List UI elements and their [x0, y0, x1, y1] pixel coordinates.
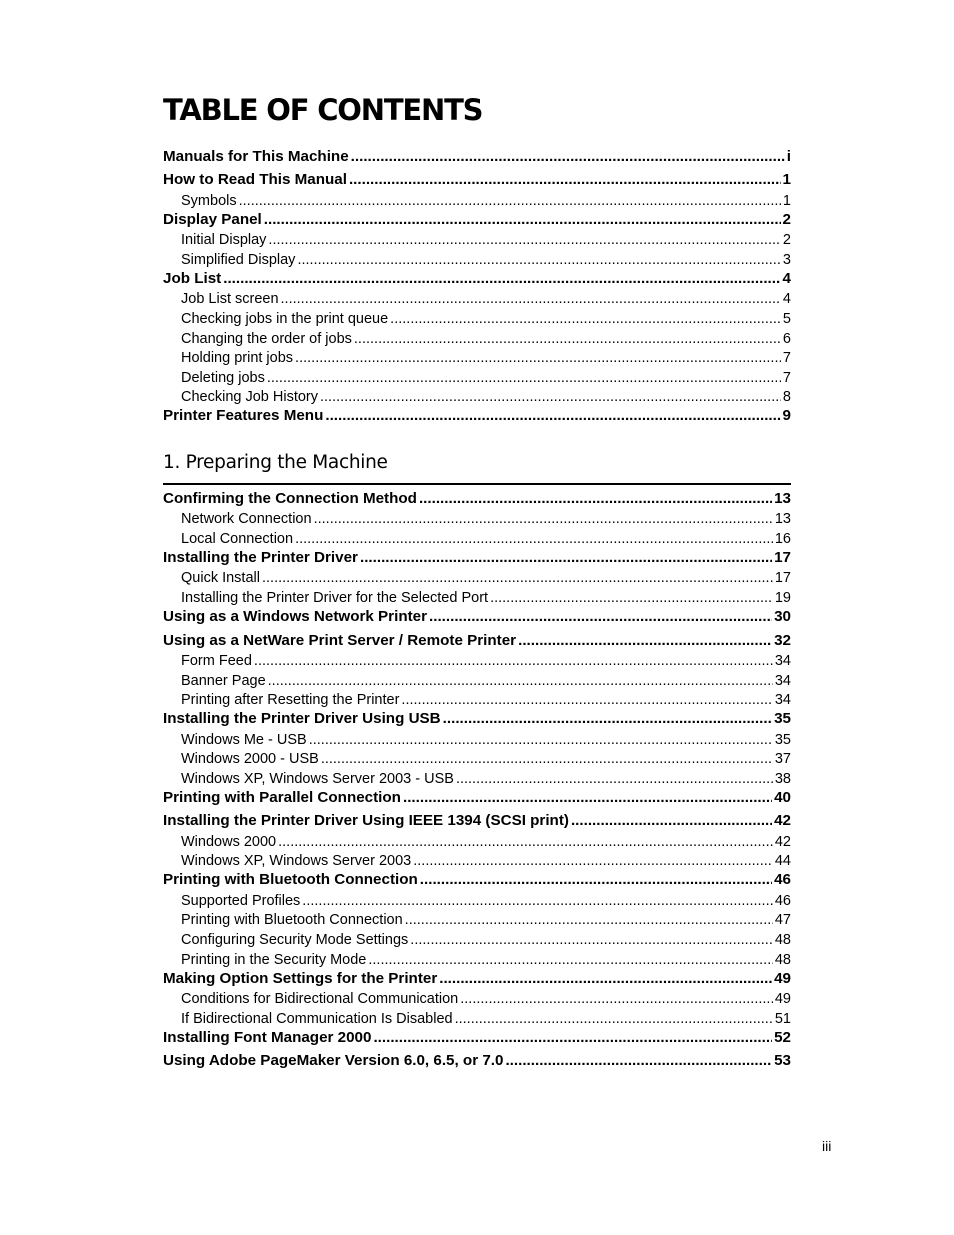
- toc-entry-label: Form Feed: [181, 652, 252, 669]
- toc-subentry[interactable]: [163, 569, 791, 589]
- toc-subentry[interactable]: [163, 892, 791, 912]
- toc-entry-page: 35: [774, 710, 791, 728]
- toc-entry-page: 49: [774, 969, 791, 987]
- dot-leader: [419, 487, 772, 510]
- toc-entry-page: 38: [774, 770, 791, 787]
- toc-entry-label: Deleting jobs: [181, 369, 265, 386]
- toc-entry-page: 16: [774, 530, 791, 547]
- toc-entry-label: Changing the order of jobs: [181, 330, 352, 347]
- toc-subentry[interactable]: [163, 330, 791, 350]
- toc-entry-label: Quick Install: [181, 570, 260, 587]
- toc-entry-page: 9: [782, 407, 791, 425]
- toc-entry-label: Using Adobe PageMaker Version 6.0, 6.5, or 7.0: [163, 1052, 504, 1070]
- toc-subentry[interactable]: [163, 833, 791, 853]
- dot-leader: [321, 750, 773, 770]
- toc-entry-label: Installing the Printer Driver for the Selected Port: [181, 590, 489, 607]
- toc-entry-page: 40: [774, 788, 791, 806]
- toc-entry-label: Installing the Printer Driver Using USB: [163, 710, 441, 728]
- toc-entry-page: 3: [782, 251, 791, 268]
- dot-leader: [349, 168, 781, 191]
- dot-leader: [262, 569, 773, 589]
- toc-entry[interactable]: [163, 267, 791, 290]
- dot-leader: [420, 868, 772, 891]
- toc-entry-label: Display Panel: [163, 210, 262, 228]
- toc-entry[interactable]: [163, 605, 791, 628]
- toc-entry-label: Supported Profiles: [181, 892, 301, 909]
- toc-entry-label: How to Read This Manual: [163, 171, 347, 189]
- toc-entry-label: Printing with Bluetooth Connection: [181, 912, 403, 929]
- toc-entry-label: Windows Me - USB: [181, 731, 307, 748]
- dot-leader: [325, 404, 780, 427]
- toc-entry-label: Windows XP, Windows Server 2003: [181, 853, 412, 870]
- dot-leader: [268, 672, 773, 692]
- toc-entry-label: Printing with Parallel Connection: [163, 788, 401, 806]
- toc-entry-page: 13: [774, 511, 791, 528]
- toc-entry-page: 47: [774, 912, 791, 929]
- toc-entry-page: 42: [774, 833, 791, 850]
- toc-subentry[interactable]: [163, 349, 791, 369]
- toc-entry[interactable]: [163, 707, 791, 730]
- toc-entry-label: Windows 2000 - USB: [181, 751, 319, 768]
- toc-entry-page: 1: [782, 192, 791, 209]
- dot-leader: [278, 833, 773, 853]
- toc-entry-label: Printing in the Security Mode: [181, 951, 367, 968]
- toc-entry[interactable]: [163, 208, 791, 231]
- toc-entry-page: 8: [782, 389, 791, 406]
- toc-entry-page: 34: [774, 692, 791, 709]
- dot-leader: [373, 1026, 772, 1049]
- toc-entry-page: 7: [782, 350, 791, 367]
- page-number: iii: [822, 1138, 832, 1154]
- toc-entry-label: Using as a Windows Network Printer: [163, 608, 428, 626]
- toc-entry-label: Checking Job History: [181, 389, 318, 406]
- dot-leader: [405, 911, 773, 931]
- toc-entry[interactable]: [163, 168, 791, 191]
- toc-entry-page: 4: [782, 291, 791, 308]
- toc-entry[interactable]: [163, 967, 791, 990]
- toc-entry-page: 13: [774, 490, 791, 507]
- dot-leader: [302, 892, 773, 912]
- toc-entry-label: Conditions for Bidirectional Communication: [181, 991, 459, 1008]
- toc-subentry[interactable]: [163, 652, 791, 672]
- toc-entry[interactable]: [163, 1026, 791, 1049]
- dot-leader: [360, 546, 772, 569]
- toc-entry-page: 37: [774, 751, 791, 768]
- toc-subentry[interactable]: [163, 369, 791, 389]
- toc-entry-page: 2: [782, 232, 791, 249]
- toc-entry-label: Banner Page: [181, 672, 266, 689]
- toc-entry-label: Installing Font Manager 2000: [163, 1028, 372, 1046]
- toc-entry-label: Using as a NetWare Print Server / Remote Printer: [163, 631, 517, 649]
- toc-entry-label: Installing the Printer Driver Using IEEE 1394 (SCSI print): [163, 812, 569, 830]
- toc-front-list: [163, 145, 791, 428]
- toc-entry[interactable]: [163, 404, 791, 427]
- toc-entry-page: 6: [782, 330, 791, 347]
- dot-leader: [443, 707, 772, 730]
- toc-entry-page: 34: [774, 672, 791, 689]
- toc-entry-page: 1: [782, 171, 791, 189]
- chapter-heading: [163, 449, 791, 485]
- toc-entry-label: Printing with Bluetooth Connection: [163, 871, 418, 889]
- toc-entry-page: 51: [774, 1010, 791, 1027]
- toc-entry-page: 42: [774, 812, 791, 830]
- dot-leader: [410, 931, 773, 951]
- toc-entry-label: Job List screen: [181, 291, 279, 308]
- dot-leader: [439, 967, 772, 990]
- dot-leader: [505, 1049, 772, 1072]
- toc-entry[interactable]: [163, 145, 791, 168]
- toc-entry-page: 32: [774, 631, 791, 649]
- toc-entry-page: 46: [774, 871, 791, 889]
- toc-entry-page: 46: [774, 892, 791, 909]
- dot-leader: [295, 349, 781, 369]
- toc-entry-label: Windows 2000: [181, 833, 277, 850]
- dot-leader: [309, 731, 773, 751]
- toc-entry-label: Job List: [163, 269, 222, 287]
- dot-leader: [351, 145, 785, 168]
- toc-entry-label: Making Option Settings for the Printer: [163, 969, 438, 987]
- toc-entry-page: 44: [774, 853, 791, 870]
- dot-leader: [267, 369, 781, 389]
- toc-entry-page: 48: [774, 931, 791, 948]
- dot-leader: [281, 290, 781, 310]
- toc-entry-page: 5: [782, 310, 791, 327]
- toc-entry[interactable]: [163, 1049, 791, 1072]
- toc-entry-page: 30: [774, 608, 791, 626]
- toc-subentry[interactable]: [163, 672, 791, 692]
- toc-entry[interactable]: [163, 629, 791, 652]
- page-title: TABLE OF CONTENTS: [163, 93, 483, 127]
- toc-entry[interactable]: [163, 868, 791, 891]
- toc-subentry[interactable]: [163, 750, 791, 770]
- toc-entry-label: Windows XP, Windows Server 2003 - USB: [181, 770, 454, 787]
- toc-entry-label: Confirming the Connection Method: [163, 490, 417, 507]
- dot-leader: [254, 652, 773, 672]
- toc-entry[interactable]: [163, 487, 791, 510]
- toc-entry-label: Holding print jobs: [181, 350, 294, 367]
- toc-entry-label: Local Connection: [181, 530, 294, 547]
- toc-entry-page: 2: [782, 210, 791, 228]
- toc-entry-page: 17: [774, 570, 791, 587]
- toc-entry-page: 49: [774, 991, 791, 1008]
- toc-entry-page: 7: [782, 369, 791, 386]
- toc-entry-page: 19: [774, 590, 791, 607]
- dot-leader: [429, 605, 772, 628]
- dot-leader: [314, 510, 773, 530]
- toc-entry-label: Network Connection: [181, 511, 312, 528]
- toc-subentry[interactable]: [163, 931, 791, 951]
- toc-entry-page: 48: [774, 951, 791, 968]
- toc-entry-page: 17: [774, 549, 791, 567]
- dot-leader: [518, 629, 772, 652]
- toc-entry[interactable]: [163, 546, 791, 569]
- toc-entry-label: If Bidirectional Communication Is Disabled: [181, 1010, 453, 1027]
- toc-entry[interactable]: [163, 809, 791, 832]
- dot-leader: [390, 310, 781, 330]
- toc-subentry[interactable]: [163, 290, 791, 310]
- dot-leader: [403, 786, 772, 809]
- toc-chapter-list: [163, 487, 791, 1072]
- toc-subentry[interactable]: [163, 731, 791, 751]
- chapter-title: 1. Preparing the Machine: [163, 452, 388, 473]
- toc-entry-label: Simplified Display: [181, 251, 296, 268]
- toc-entry-label: Installing the Printer Driver: [163, 549, 358, 567]
- toc-entry-label: Printing after Resetting the Printer: [181, 692, 400, 709]
- dot-leader: [354, 330, 781, 350]
- toc-entry-label: Symbols: [181, 192, 237, 209]
- toc-entry-page: 34: [774, 652, 791, 669]
- toc-subentry[interactable]: [163, 990, 791, 1010]
- toc-entry-page: 52: [774, 1028, 791, 1046]
- dot-leader: [223, 267, 780, 290]
- dot-leader: [264, 208, 781, 231]
- toc-entry-label: Printer Features Menu: [163, 407, 324, 425]
- toc-entry-label: Initial Display: [181, 232, 267, 249]
- toc-subentry[interactable]: [163, 510, 791, 530]
- toc-entry-page: 35: [774, 731, 791, 748]
- toc-entry-page: 53: [774, 1052, 791, 1070]
- toc-entry-label: Checking jobs in the print queue: [181, 310, 389, 327]
- dot-leader: [268, 231, 781, 251]
- toc-entry[interactable]: [163, 786, 791, 809]
- toc-entry-label: Manuals for This Machine: [163, 148, 349, 165]
- toc-subentry[interactable]: [163, 911, 791, 931]
- dot-leader: [571, 809, 772, 832]
- toc-entry-page: 4: [782, 269, 791, 287]
- toc-subentry[interactable]: [163, 231, 791, 251]
- toc-subentry[interactable]: [163, 310, 791, 330]
- toc-entry-page: i: [786, 148, 791, 165]
- toc-entry-label: Configuring Security Mode Settings: [181, 931, 409, 948]
- dot-leader: [460, 990, 773, 1010]
